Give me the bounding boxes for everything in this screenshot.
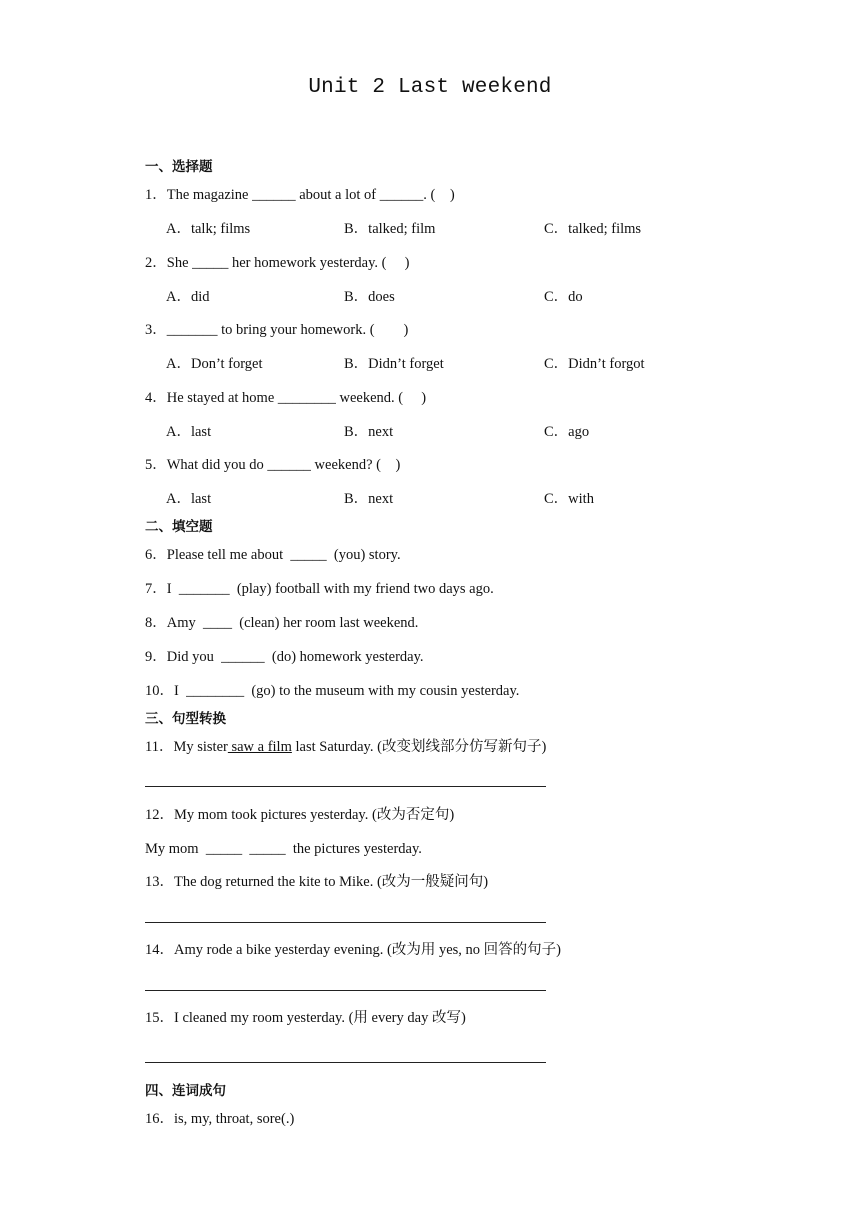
option-a: A．last: [166, 491, 212, 507]
option-c: C．with: [544, 491, 594, 507]
option-b: B．does: [344, 289, 395, 305]
question-16: 16．is, my, throat, sore(.): [145, 1111, 295, 1127]
question-2: 2．She _____ her homework yesterday. ( ): [145, 255, 410, 271]
option-b: B．next: [344, 491, 394, 507]
question-13: 13．The dog returned the kite to Mike. (改为一般疑问句): [145, 874, 489, 890]
answer-line-14: [145, 990, 546, 991]
option-c: C．Didn’t forgot: [544, 356, 645, 372]
question-7: 7．I _______ (play) football with my friend two days ago.: [145, 581, 494, 597]
question-8: 8．Amy ____ (clean) her room last weekend.: [145, 615, 419, 631]
question-12: 12．My mom took pictures yesterday. (改为否定句): [145, 807, 455, 823]
section-heading-transform: 三、句型转换: [145, 711, 226, 727]
option-c: C．talked; films: [544, 221, 642, 237]
question-2-options: [166, 287, 726, 307]
question-14: 14．Amy rode a bike yesterday evening. (改为用 yes, no 回答的句子): [145, 942, 561, 958]
question-4-options: [166, 422, 726, 442]
option-c: C．ago: [544, 424, 590, 440]
option-a: A．did: [166, 289, 210, 305]
option-a: A．talk; films: [166, 221, 251, 237]
question-5: 5．What did you do ______ weekend? ( ): [145, 457, 401, 473]
question-9: 9．Did you ______ (do) homework yesterday.: [145, 649, 424, 665]
question-1-options: [166, 219, 726, 239]
question-11-prefix: 11．My sister: [145, 739, 228, 755]
question-11-underlined: saw a film: [227, 739, 292, 755]
option-a: A．last: [166, 424, 212, 440]
question-3-options: [166, 354, 726, 374]
question-4: 4．He stayed at home ________ weekend. ( ): [145, 390, 427, 406]
page-title: Unit 2 Last weekend: [308, 76, 552, 99]
section-heading-fill: 二、填空题: [145, 519, 213, 535]
option-b: B．Didn’t forget: [344, 356, 444, 372]
question-6: 6．Please tell me about _____ (you) story.: [145, 547, 401, 563]
option-b: B．talked; film: [344, 221, 436, 237]
question-10: 10．I ________ (go) to the museum with my cousin yesterday.: [145, 683, 520, 699]
section-heading-choice: 一、选择题: [145, 159, 213, 175]
option-a: A．Don’t forget: [166, 356, 263, 372]
answer-line-15: [145, 1062, 546, 1063]
option-b: B．next: [344, 424, 394, 440]
option-c: C．do: [544, 289, 583, 305]
question-15: 15．I cleaned my room yesterday. (用 every day 改写): [145, 1010, 466, 1026]
answer-line-13: [145, 922, 546, 923]
answer-line-11: [145, 786, 546, 787]
section-heading-word-order: 四、连词成句: [145, 1083, 226, 1099]
question-11: [145, 737, 546, 757]
question-3: 3．_______ to bring your homework. ( ): [145, 322, 409, 338]
question-11-suffix: last Saturday. (改变划线部分仿写新句子): [291, 739, 547, 755]
question-1: 1．The magazine ______ about a lot of ______. ( ): [145, 187, 455, 203]
question-12-fill: My mom _____ _____ the pictures yesterday.: [145, 841, 422, 857]
question-5-options: [166, 489, 726, 509]
